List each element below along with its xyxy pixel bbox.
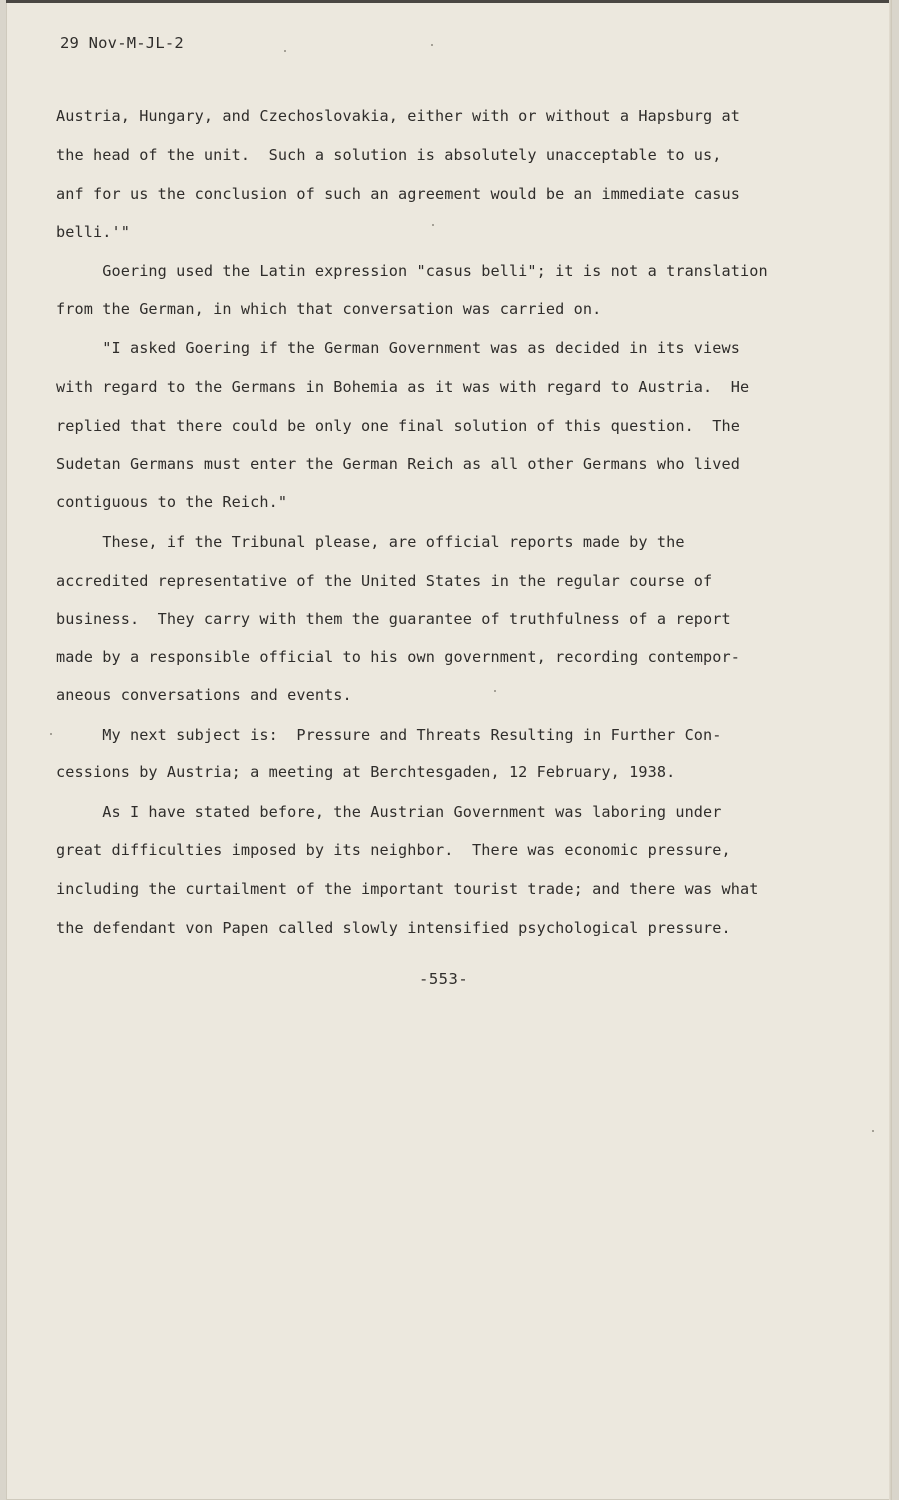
text-line: including the curtailment of the important tourist trade; and there was what xyxy=(56,880,759,898)
text-line: As I have stated before, the Austrian Government was laboring under xyxy=(56,803,722,821)
text-line: aneous conversations and events. xyxy=(56,686,352,704)
paper-speck xyxy=(284,50,286,52)
text-line: accredited representative of the United States in the regular course of xyxy=(56,572,713,590)
text-line: replied that there could be only one final solution of this question. The xyxy=(56,417,741,435)
text-line: from the German, in which that conversation was carried on. xyxy=(56,300,602,318)
text-line: These, if the Tribunal please, are official reports made by the xyxy=(56,533,685,551)
text-line: the head of the unit. Such a solution is absolutely unacceptable to us, xyxy=(56,146,722,164)
paper-speck xyxy=(432,224,434,226)
paper-speck xyxy=(50,733,52,735)
page-header-code: 29 Nov-M-JL-2 xyxy=(60,34,184,52)
text-line: Austria, Hungary, and Czechoslovakia, either with or without a Hapsburg at xyxy=(56,107,741,125)
page-top-edge xyxy=(6,0,892,3)
paper-speck xyxy=(431,44,433,46)
paper-speck xyxy=(494,690,496,692)
paper-speck xyxy=(872,1130,874,1132)
text-line: great difficulties imposed by its neighbor. There was economic pressure, xyxy=(56,841,731,859)
text-line: Goering used the Latin expression "casus belli"; it is not a translation xyxy=(56,262,768,280)
text-line: "I asked Goering if the German Government was as decided in its views xyxy=(56,339,741,357)
text-line: made by a responsible official to his own government, recording contempor- xyxy=(56,648,741,666)
text-line: business. They carry with them the guarantee of truthfulness of a report xyxy=(56,610,731,628)
text-line: My next subject is: Pressure and Threats Resulting in Further Con- xyxy=(56,726,722,744)
text-line: the defendant von Papen called slowly intensified psychological pressure. xyxy=(56,919,731,937)
text-line: belli.'" xyxy=(56,223,130,241)
text-line: with regard to the Germans in Bohemia as it was with regard to Austria. He xyxy=(56,378,750,396)
page-number: -553- xyxy=(419,970,469,988)
text-line: cessions by Austria; a meeting at Berchtesgaden, 12 February, 1938. xyxy=(56,763,676,781)
text-line: anf for us the conclusion of such an agreement would be an immediate casus xyxy=(56,185,741,203)
document-page xyxy=(6,0,892,1500)
text-line: contiguous to the Reich." xyxy=(56,493,288,511)
text-line: Sudetan Germans must enter the German Reich as all other Germans who lived xyxy=(56,455,741,473)
